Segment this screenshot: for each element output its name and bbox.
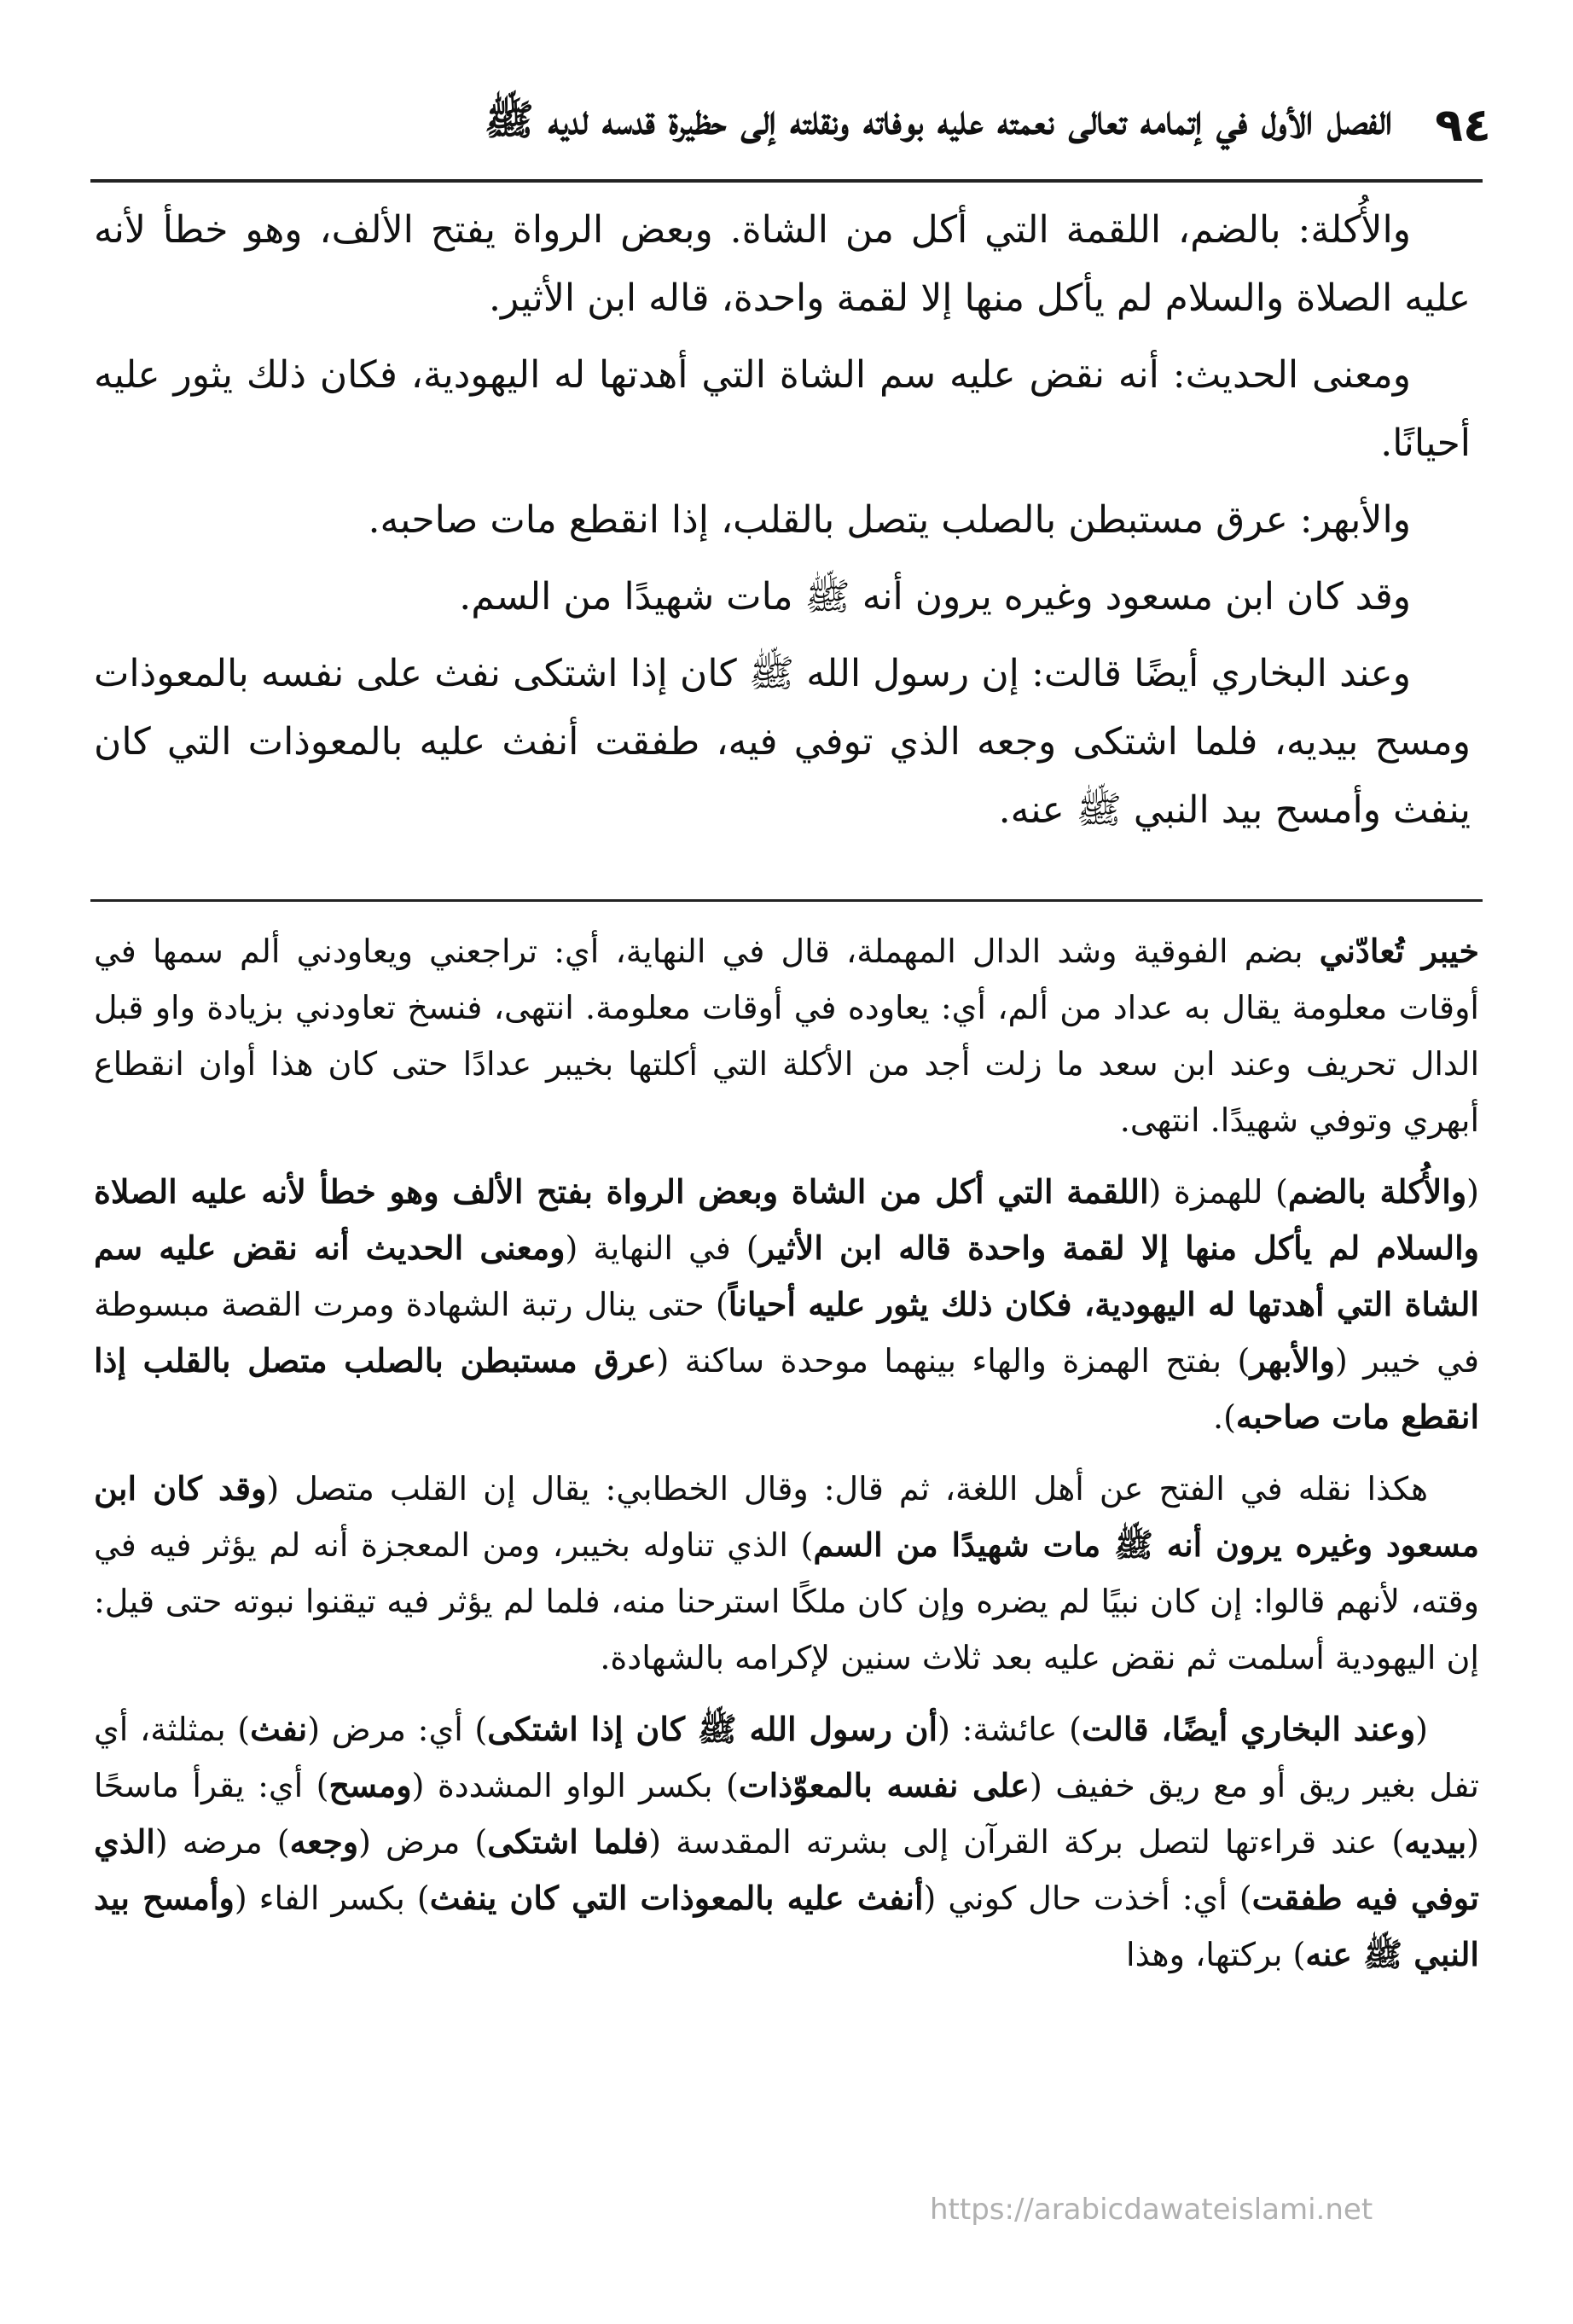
commentary-text: ) الذي تناوله بخيبر، ومن المعجزة أنه لم يؤثر فيه في وقته، لأنهم قالوا: إن كان نبيًا لم يضره وإن كان ملكًا استرحنا منه، فلما لم يؤثر فيه تيقنوا نبوته حتى قيل: إن اليهودية أسلمت ثم نقض عليه بعد ثلاث سنين لإكرامه بالشهادة. [94, 1526, 1479, 1676]
commentary-text: ) مرضه ( [154, 1823, 290, 1861]
commentary-text: ) للهمزة ( [1148, 1173, 1288, 1211]
quoted-term: وقد كان ابن مسعود وغيره يرون أنه ﷺ مات شهيدًا من السم [94, 1469, 1480, 1564]
main-paragraph: وقد كان ابن مسعود وغيره يرون أنه ﷺ مات شهيدًا من السم. [459, 575, 1411, 619]
commentary-text: ) أي: أخذت حال كوني ( [923, 1880, 1252, 1917]
quoted-term: والأبهر [1250, 1341, 1336, 1380]
main-paragraph: وعند البخاري أيضًا قالت: إن رسول الله ﷺ كان إذا اشتكى نفث على نفسه بالمعوذات ومسح بيديه، فلما اشتكى وجعه الذي توفي فيه، طفقت أنفث عليه بالمعوذات التي كان ينفث وأمسح بيد النبي ﷺ عنه. [94, 652, 1471, 832]
quoted-term: اللقمة التي أكل من الشاة وبعض الرواة بفتح الألف وهو خطأ لأنه عليه الصلاة والسلام لم يأكل منها إلا لقمة واحدة قاله ابن الأثير [94, 1172, 1479, 1267]
quoted-term: فلما اشتكى [487, 1822, 649, 1861]
quoted-term: على نفسه بالمعوّذات [738, 1766, 1030, 1804]
commentary-paragraph [94, 1701, 1479, 1983]
commentary [94, 923, 1479, 1998]
quoted-term: بيديه [1404, 1822, 1467, 1861]
commentary-text: ) في النهاية ( [565, 1229, 759, 1267]
commentary-text: ) مرض ( [358, 1823, 488, 1861]
header-divider [90, 179, 1483, 183]
quoted-term: وجعه [289, 1822, 359, 1861]
commentary-text: ) حتى ينال رتبة الشهادة ومرت القصة مبسوطة في خيبر ( [94, 1286, 1479, 1380]
commentary-text: ( [1415, 1711, 1428, 1748]
commentary-text: ) عائشة: ( [937, 1711, 1082, 1748]
commentary-text: ) بكسر الواو المشددة ( [411, 1767, 739, 1804]
commentary-text: ) عند قراءتها لتصل بركة القرآن إلى بشرته المقدسة ( [648, 1823, 1405, 1861]
commentary-text: ) بفتح الهمزة والهاء بينهما موحدة ساكنة ( [656, 1342, 1251, 1380]
commentary-paragraph [94, 1461, 1479, 1686]
commentary-text: ) بمثلثة، أي تفل بغير ريق أو مع ريق خفيف ( [94, 1711, 1480, 1804]
quoted-term: أن رسول الله ﷺ كان إذا اشتكى [487, 1710, 938, 1748]
quoted-term: وأمسح بيد النبي ﷺ عنه [94, 1879, 1479, 1973]
commentary-text: ). [1213, 1398, 1236, 1436]
quoted-term: وعند البخاري أيضًا، قالت [1081, 1710, 1416, 1748]
main-paragraph: ومعنى الحديث: أنه نقض عليه سم الشاة التي أهدتها له اليهودية، فكان ذلك يثور عليه أحيانًا. [94, 353, 1471, 465]
quoted-term: ومعنى الحديث أنه نقض عليه سم الشاة التي أهدتها له اليهودية، فكان ذلك يثور عليه أحياناً [94, 1229, 1479, 1323]
main-text [94, 196, 1471, 853]
page-header [82, 82, 1491, 167]
commentary-divider [90, 899, 1483, 902]
running-title: الفصل الأول في إتمامه تعالى نعمته عليه بوفاته ونقلته إلى حظيرة قدسه لديه ﷺ [484, 96, 1393, 144]
quoted-term: الذي توفي فيه طفقت [94, 1822, 1479, 1917]
commentary-paragraph [94, 923, 1479, 1148]
commentary-text: ) بركتها، وهذا [1126, 1936, 1306, 1973]
commentary-text: ) أي: يقرأ ماسحًا ( [94, 1767, 1479, 1861]
watermark-url: https://arabicdawateislami.net [930, 2193, 1373, 2227]
commentary-text: ) بكسر الفاء ( [234, 1880, 430, 1917]
commentary-text: بضم الفوقية وشد الدال المهملة، قال في النهاية، أي: تراجعني ويعاودني ألم سمها في أوقات معلومة يقال به عداد من ألم، أي: يعاوده في أوقات معلومة. انتهى، فنسخ تعاودني بزيادة واو قبل الدال تحريف وعند ابن سعد ما زلت أجد من الأكلة التي أكلتها بخيبر عدادًا حتى كان هذا أوان انقطاع أبهري وتوفي شهيدًا. انتهى. [94, 933, 1479, 1139]
commentary-paragraph [94, 1164, 1479, 1445]
quoted-term: أنفث عليه بالمعوذات التي كان ينفث [429, 1879, 924, 1917]
quoted-term: ومسح [328, 1766, 412, 1804]
commentary-text: هكذا نقله في الفتح عن أهل اللغة، ثم قال: وقال الخطابي: يقال إن القلب متصل ( [266, 1470, 1428, 1508]
commentary-text: ) أي: مرض ( [307, 1711, 488, 1748]
commentary-text: ( [1466, 1173, 1479, 1211]
quoted-term: نفث [250, 1710, 308, 1748]
quoted-term: خيبر تُعادّني [1319, 932, 1480, 970]
quoted-term: عرق مستبطن بالصلب متصل بالقلب إذا انقطع مات صاحبه [94, 1341, 1479, 1436]
quoted-term: والأُكلة بالضم [1287, 1172, 1467, 1211]
main-paragraph: والأبهر: عرق مستبطن بالصلب يتصل بالقلب، إذا انقطع مات صاحبه. [368, 498, 1411, 542]
page-number: ٩٤ [1435, 97, 1491, 152]
main-paragraph: والأُكلة: بالضم، اللقمة التي أكل من الشاة. وبعض الرواة يفتح الألف، وهو خطأ لأنه عليه الصلاة والسلام لم يأكل منها إلا لقمة واحدة، قاله ابن الأثير. [94, 208, 1471, 320]
